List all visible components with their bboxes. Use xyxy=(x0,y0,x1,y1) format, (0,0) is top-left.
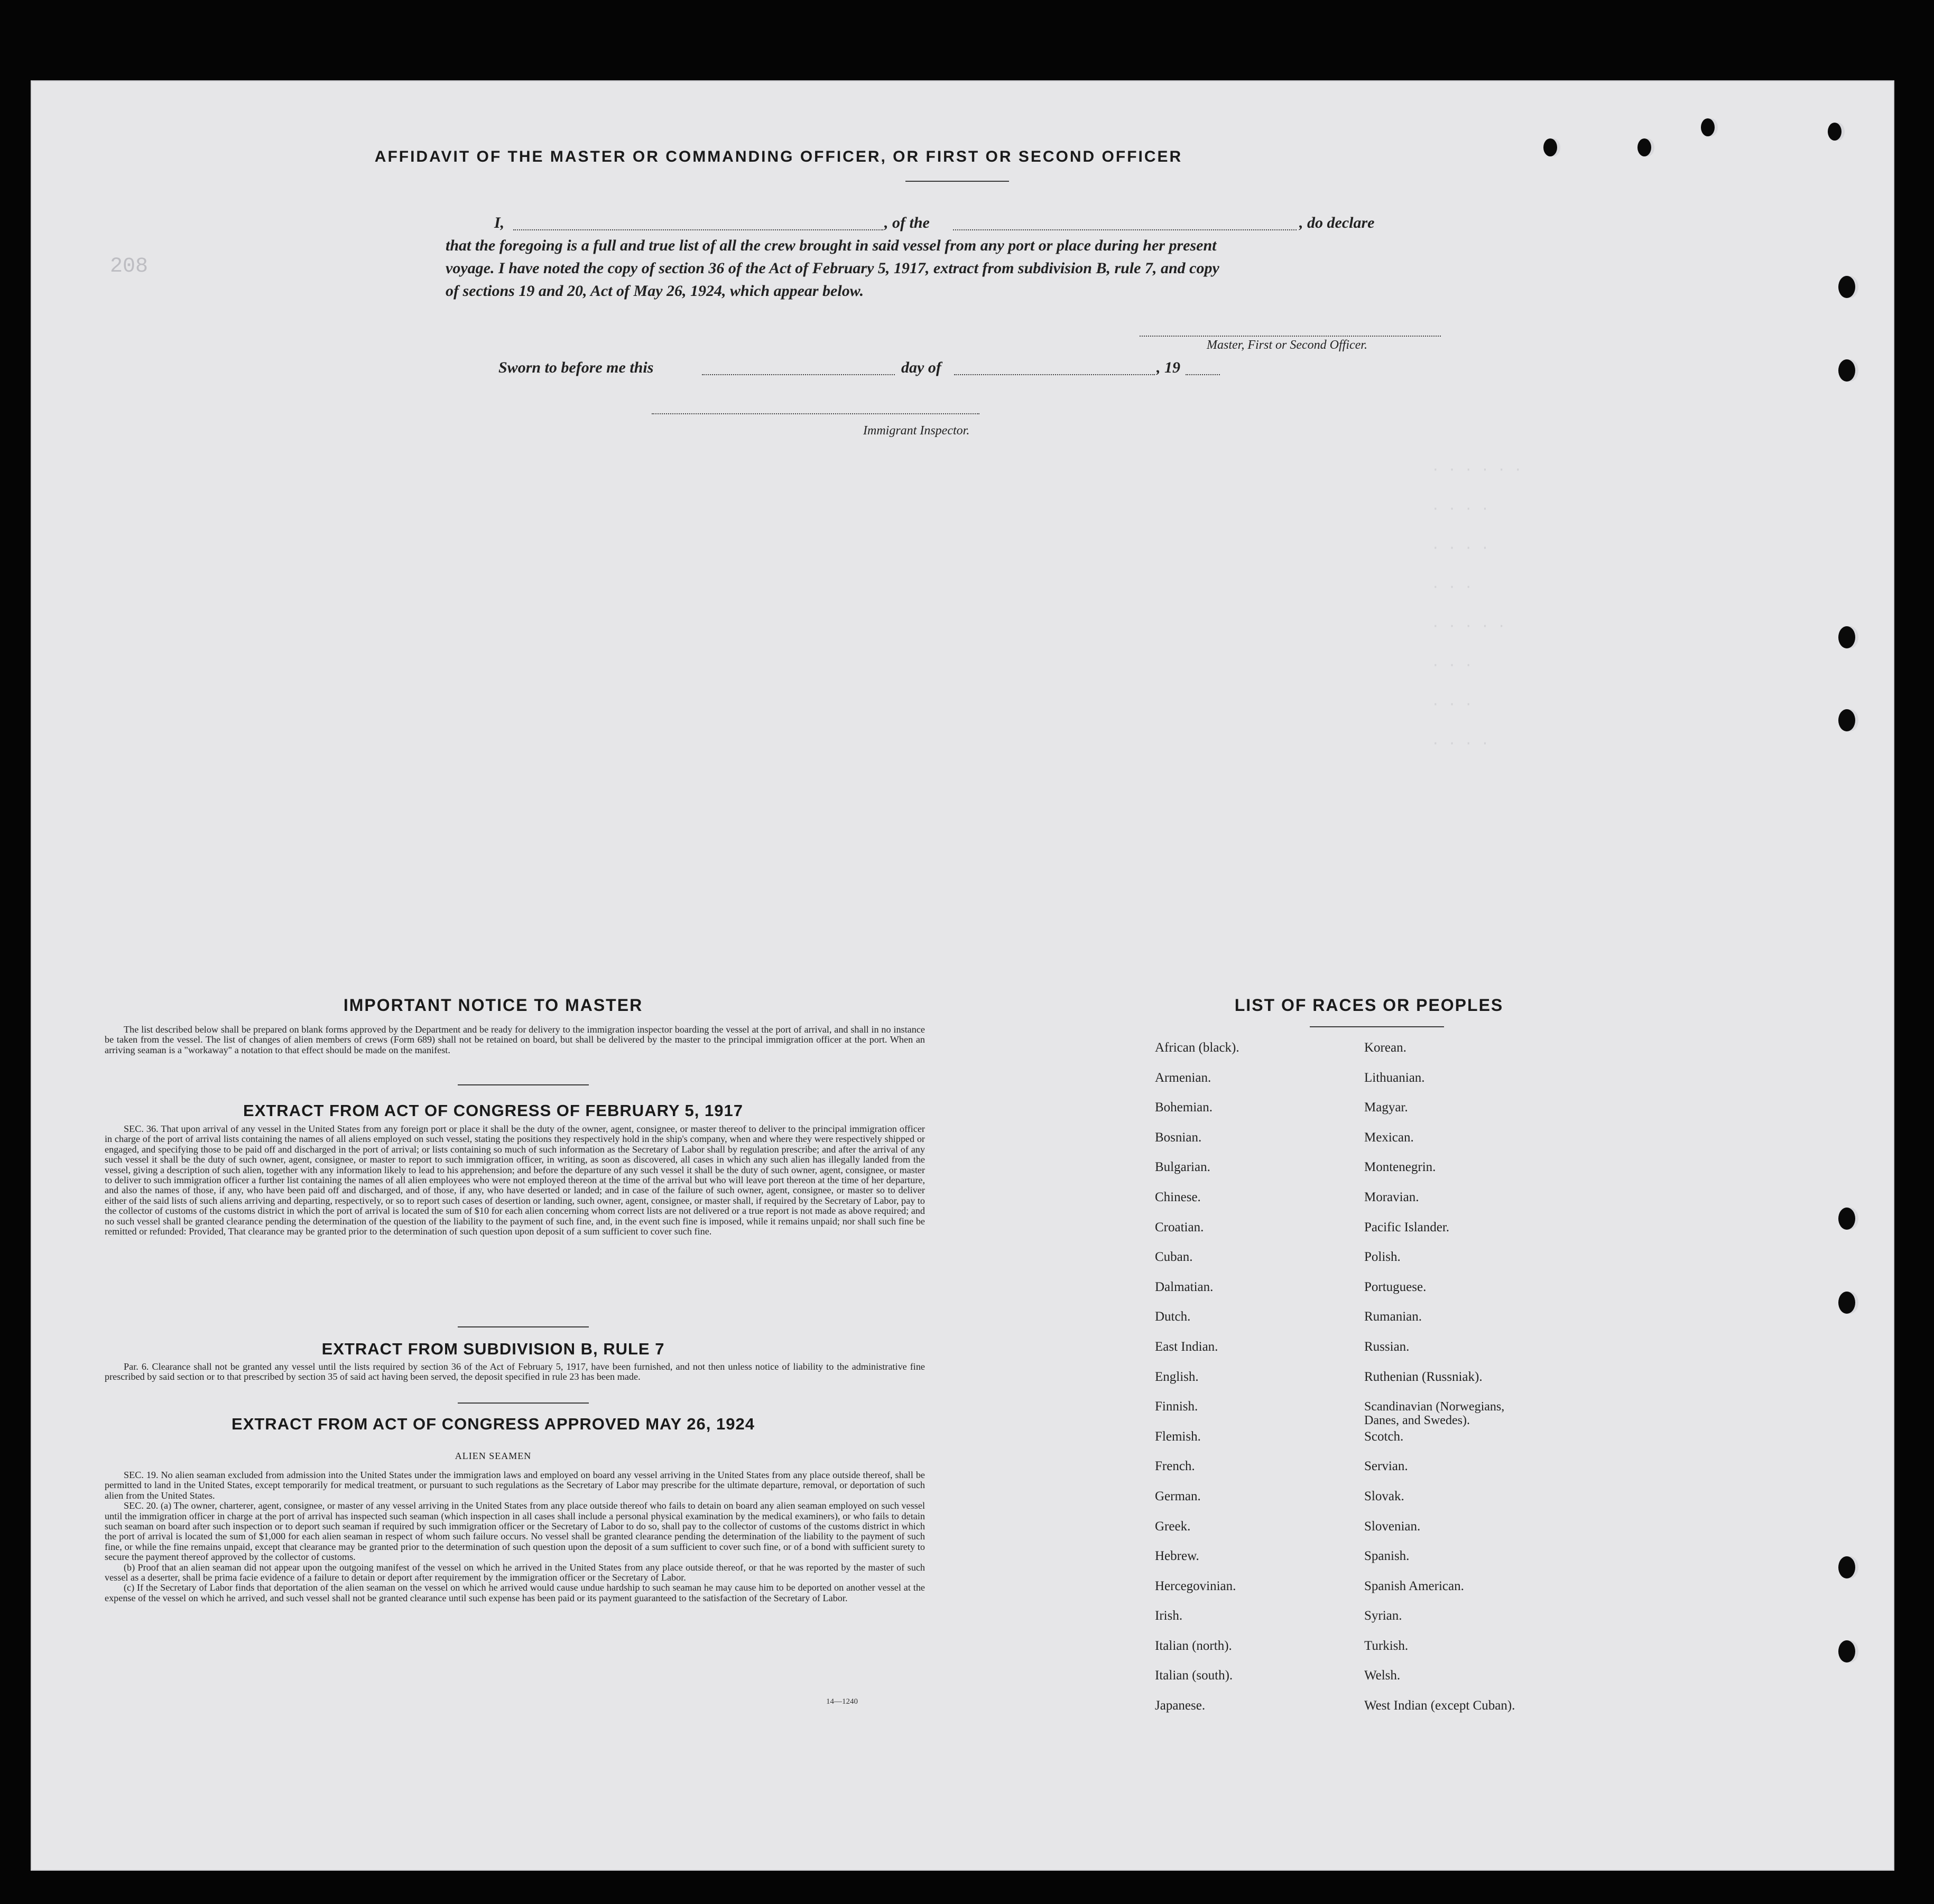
extract-1924-text xyxy=(105,1470,925,1603)
extract-1917-title: EXTRACT FROM ACT OF CONGRESS OF FEBRUARY 5, 1917 xyxy=(243,1101,743,1120)
race-item: Russian. xyxy=(1364,1339,1410,1354)
section-19: SEC. 19. No alien seaman excluded from admission into the United States under the immigration laws and employed on board any vessel arriving in the United States from any place outside thereof, shall be permitted to land in the United States, except temporarily for medical treatment, or pursuant to such regulations as the Secretary of Labor may prescribe for the ultimate departure, removal, or deportation of such alien from the United States. xyxy=(105,1470,925,1501)
day-of-text: day of xyxy=(901,359,941,376)
race-item: Hebrew. xyxy=(1155,1549,1199,1564)
affidavit-line-3: voyage. I have noted the copy of section 36 of the Act of February 5, 1917, extract from subdivision B, rule 7, and copy xyxy=(446,259,1219,277)
section-36: SEC. 36. That upon arrival of any vessel in the United States from any foreign port or place it shall be the duty of the owner, agent, consignee, or master thereof to deliver to the principal immigration officer in charge of the port of arrival lists containing the names of all aliens employed on such vessel, stating the positions they respectively hold in the ship's company, when and where they were respectively shipped or engaged, and specifying those to be paid off and discharged in the port of arrival; or lists containing so much of such information as the Secretary of Labor shall by regulation prescribe; and after the arrival of any such vessel it shall be the duty of such owner, agent, consignee, or master to report to such immigration officer, in writing, as soon as discovered, all cases in which any such alien has illegally landed from the vessel, giving a description of such alien, together with any information likely to lead to his apprehension; and before the departure of any such vessel it shall be the duty of such owner, agent, consignee, or master to deliver to such immigration officer a further list containing the names of all alien employees who were not employed thereon at the time of the arrival but who will leave port thereon at the time of her departure, and also the names of those, if any, who have been paid off and discharged, and of those, if any, who have deserted or landed; and in case of the failure of such owner, agent, consignee, or master so to deliver either of the said lists of such aliens arriving and departing, respectively, or so to report such cases of desertion or landing, such owner, agent, consignee, or master shall, if required by the Secretary of Labor, pay to the collector of customs of the customs district in which the port of arrival is located the sum of $10 for each alien concerning whom correct lists are not delivered or a true report is not made as above required; and no such vessel shall be granted clearance pending the determination of the question of the liability to the payment of such fine, and, in the event such fine is imposed, while it remains unpaid; nor shall such fine be remitted or refunded: Provided, That clearance may be granted prior to the determination of such question upon deposit of a sum sufficient to cover such fine. xyxy=(105,1123,925,1237)
race-item: Chinese. xyxy=(1155,1190,1201,1204)
race-item: East Indian. xyxy=(1155,1339,1218,1354)
race-item: Slovenian. xyxy=(1364,1519,1421,1534)
race-item: French. xyxy=(1155,1459,1195,1474)
race-item: Polish. xyxy=(1364,1250,1401,1265)
inspector-caption: Immigrant Inspector. xyxy=(863,424,970,438)
affidavit-line-2: that the foregoing is a full and true list of all the crew brought in said vessel from any port or place during her present xyxy=(446,237,1217,254)
form-number: 14—1240 xyxy=(826,1697,858,1706)
affidavit-i: I, xyxy=(494,214,505,231)
punch-hole-icon xyxy=(1637,138,1651,156)
extract-1917-rule xyxy=(458,1326,589,1327)
sworn-text: Sworn to before me this xyxy=(498,359,654,376)
master-caption: Master, First or Second Officer. xyxy=(1207,338,1367,352)
race-item: Servian. xyxy=(1364,1459,1408,1474)
master-signature-line xyxy=(1140,336,1441,337)
affidavit-title-rule xyxy=(905,181,1009,182)
race-item: Magyar. xyxy=(1364,1100,1408,1115)
notice-text: The list described below shall be prepared on blank forms approved by the Department and be ready for delivery to the immigration inspector boarding the vessel at the port of arrival, and shall in no instance be taken from the vessel. The list of changes of alien members of crews (Form 689) shall not be retained on board, but shall be delivered by the master to the principal immigration officer at the port. When an arriving seaman is a "workaway" a notation to that effect should be made on the manifest. xyxy=(105,1024,925,1055)
affidavit-body xyxy=(446,211,1482,302)
punch-hole-icon xyxy=(1838,709,1855,731)
race-item: Italian (south). xyxy=(1155,1668,1233,1683)
section-20a: SEC. 20. (a) The owner, charterer, agent, consignee, or master of any vessel arriving in the United States from any place outside thereof who fails to detain on board any alien seaman employed on such vessel until the immigration officer in charge at the port of arrival has inspected such seaman (which inspection in all cases shall include a personal physical examination by the medical examiners), or who fails to detain such seaman on board after such inspection or to deport such seaman if required by such immigration officer or the Secretary of Labor to do so, shall pay to the collector of customs of the customs district in which the port of arrival is located the sum of $1,000 for each alien seaman in respect of whom such failure occurs. No vessel shall be granted clearance pending the determination of the liability to the payment of such fine, or while the fine remains unpaid, except that clearance may be granted prior to the determination of such question upon the deposit of a sum sufficient to cover such fine, or of a bond with sufficient surety to secure the payment thereof approved by the collector of customs. xyxy=(105,1500,925,1563)
affidavit-of-the: , of the xyxy=(884,214,930,231)
vessel-blank xyxy=(953,229,1297,230)
notice-rule xyxy=(458,1084,589,1085)
race-item: Pacific Islander. xyxy=(1364,1220,1450,1234)
race-item: Armenian. xyxy=(1155,1070,1211,1085)
name-blank xyxy=(513,229,883,230)
manifest-page xyxy=(31,80,1894,1871)
punch-hole-icon xyxy=(1701,118,1715,136)
sworn-year-blank xyxy=(1186,374,1220,375)
race-item: Montenegrin. xyxy=(1364,1160,1436,1175)
punch-hole-icon xyxy=(1838,626,1855,648)
race-item: Spanish American. xyxy=(1364,1578,1464,1593)
races-title: LIST OF RACES OR PEOPLES xyxy=(1234,996,1504,1015)
rule7-rule xyxy=(458,1403,589,1404)
race-item: English. xyxy=(1155,1369,1199,1384)
sworn-line xyxy=(498,356,1238,379)
race-item: Bulgarian. xyxy=(1155,1160,1210,1175)
race-item: Lithuanian. xyxy=(1364,1070,1425,1085)
race-item: Syrian. xyxy=(1364,1609,1402,1623)
race-item: German. xyxy=(1155,1489,1201,1503)
races-title-rule xyxy=(1310,1026,1444,1027)
race-item: Rumanian. xyxy=(1364,1309,1422,1324)
sworn-day-blank xyxy=(702,374,895,375)
punch-hole-icon xyxy=(1838,1292,1855,1314)
race-item: Bohemian. xyxy=(1155,1100,1213,1115)
race-item: Dutch. xyxy=(1155,1309,1191,1324)
race-item: Hercegovinian. xyxy=(1155,1578,1236,1593)
extract-1924-title: EXTRACT FROM ACT OF CONGRESS APPROVED MAY 26, 1924 xyxy=(232,1415,755,1433)
race-item: Spanish. xyxy=(1364,1549,1410,1564)
punch-hole-icon xyxy=(1838,1208,1855,1230)
affidavit-title: AFFIDAVIT OF THE MASTER OR COMMANDING OFFICER, OR FIRST OR SECOND OFFICER xyxy=(374,148,1183,165)
race-item: Italian (north). xyxy=(1155,1638,1232,1653)
race-item: Welsh. xyxy=(1364,1668,1401,1683)
alien-seamen-subtitle: ALIEN SEAMEN xyxy=(455,1451,532,1461)
punch-hole-icon xyxy=(1838,1556,1855,1578)
race-item: Turkish. xyxy=(1364,1638,1409,1653)
affidavit-declare: , do declare xyxy=(1299,214,1375,231)
race-item: African (black). xyxy=(1155,1041,1239,1055)
race-item: Flemish. xyxy=(1155,1429,1201,1444)
sworn-month-blank xyxy=(954,374,1155,375)
punch-hole-icon xyxy=(1543,138,1557,156)
race-item: Japanese. xyxy=(1155,1698,1206,1713)
punch-hole-icon xyxy=(1838,276,1855,298)
extract-1917-text xyxy=(105,1124,925,1237)
section-20b: (b) Proof that an alien seaman did not appear upon the outgoing manifest of the vessel on which he arrived in the United States from any place outside thereof, or that he was reported by the master of such vessel as a deserter, shall be prima facie evidence of a failure to detain or deport after requirement by the immigration officer or the Secretary of Labor. xyxy=(105,1562,925,1583)
margin-number: 208 xyxy=(110,255,149,278)
race-item: Portuguese. xyxy=(1364,1279,1427,1294)
punch-hole-icon xyxy=(1838,1640,1855,1662)
punch-hole-icon xyxy=(1828,123,1842,141)
race-item: Slovak. xyxy=(1364,1489,1404,1503)
races-list xyxy=(1155,1041,1586,1729)
notice-title: IMPORTANT NOTICE TO MASTER xyxy=(343,996,643,1015)
race-item: Dalmatian. xyxy=(1155,1279,1214,1294)
race-item: Ruthenian (Russniak). xyxy=(1364,1369,1483,1384)
punch-hole-icon xyxy=(1838,359,1855,382)
race-item: Finnish. xyxy=(1155,1399,1198,1414)
race-item: Bosnian. xyxy=(1155,1130,1202,1145)
race-item: Scotch. xyxy=(1364,1429,1404,1444)
race-item: Korean. xyxy=(1364,1041,1406,1055)
race-item: West Indian (except Cuban). xyxy=(1364,1698,1515,1713)
race-item: Cuban. xyxy=(1155,1250,1193,1265)
race-item: Irish. xyxy=(1155,1609,1183,1623)
race-item: Moravian. xyxy=(1364,1190,1419,1204)
rule7-title: EXTRACT FROM SUBDIVISION B, RULE 7 xyxy=(321,1340,665,1358)
year-text: , 19 xyxy=(1156,359,1180,376)
section-20c: (c) If the Secretary of Labor finds that deportation of the alien seaman on the vessel on which he arrived would cause undue hardship to such seaman he may cause him to be deported on another vessel at the expense of the vessel on which he arrived, and such vessel shall not be granted clearance until such expense has been paid or its payment guaranteed to the satisfaction of the Secretary of Labor. xyxy=(105,1582,925,1603)
race-item: Greek. xyxy=(1155,1519,1191,1534)
bleed-through: · · · · · · · · · · · · · · · · · · · · · · · · · · · · · · · · xyxy=(1431,462,1522,751)
race-item: Scandinavian (Norwegians, Danes, and Swedes). xyxy=(1364,1400,1505,1428)
inspector-signature-line xyxy=(652,413,979,414)
race-item: Croatian. xyxy=(1155,1220,1204,1234)
affidavit-line-4: of sections 19 and 20, Act of May 26, 1924, which appear below. xyxy=(446,282,864,300)
rule7-text xyxy=(105,1362,925,1382)
race-item: Mexican. xyxy=(1364,1130,1414,1145)
paragraph-6: Par. 6. Clearance shall not be granted any vessel until the lists required by section 36 of the Act of February 5, 1917, have been furnished, and not then unless notice of liability to the administrative fine prescribed by said section or to that prescribed by section 35 of said act having been served, the deposit specified in rule 23 has been made. xyxy=(105,1361,925,1382)
